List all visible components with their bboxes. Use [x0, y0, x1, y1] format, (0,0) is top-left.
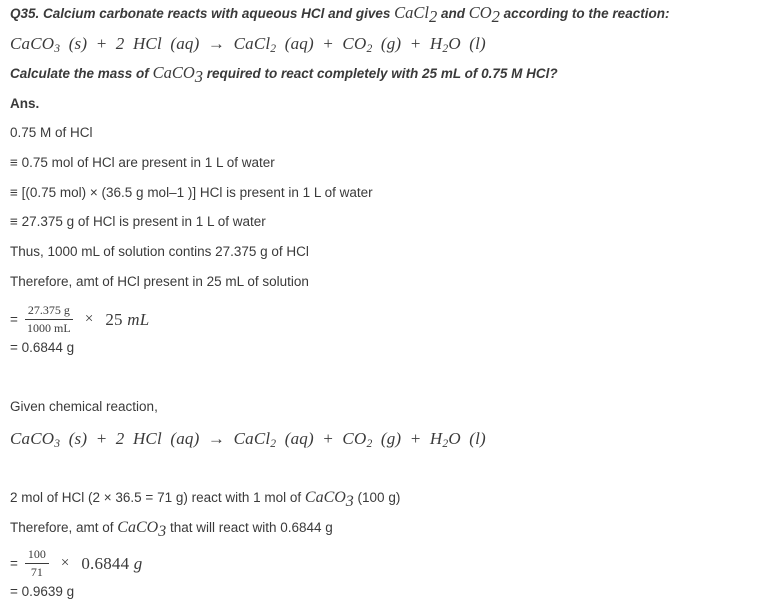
text-segment: CaCO: [152, 63, 195, 82]
text-segment: CaCl: [225, 34, 271, 53]
solution-line-thus: Thus, 1000 mL of solution contins 27.375 g of HCl: [10, 244, 309, 259]
multiply-sign: ×: [60, 555, 70, 571]
solution-line-mol-per-litre: ≡ 0.75 mol of HCl are present in 1 L of water: [10, 155, 275, 170]
text-segment: Therefore, amt of: [10, 520, 118, 535]
fraction-1-numerator: 27.375 g: [25, 303, 73, 320]
text-segment: (aq) + CO: [276, 429, 367, 448]
question-prompt: [10, 63, 752, 87]
text-segment: O (l): [448, 429, 486, 448]
text-segment: (g) + H: [372, 429, 443, 448]
text-segment: CaCO: [304, 489, 346, 506]
text-segment: (100 g): [353, 490, 401, 505]
result-hcl-mass: = 0.6844 g: [10, 340, 75, 355]
fraction-2-denominator: 71: [30, 565, 43, 579]
question-text: [10, 3, 752, 27]
text-segment: (s) + 2 HCl (aq): [60, 34, 208, 53]
text-segment: 25: [105, 309, 128, 329]
text-segment: CaCO: [10, 34, 55, 53]
subscript: 3: [194, 67, 203, 87]
text-segment: (s) + 2 HCl (aq): [60, 429, 208, 448]
fraction-1-multiplier: [105, 310, 149, 330]
subscript: 2: [491, 7, 500, 27]
text-segment: CaCl: [394, 3, 429, 22]
fraction-1: [25, 303, 73, 336]
fraction-2-multiplier: [81, 554, 142, 574]
text-segment: →: [207, 34, 226, 53]
text-segment: g: [133, 553, 143, 573]
text-segment: CO: [468, 3, 492, 22]
fraction-expression-2: [10, 547, 752, 580]
text-segment: (g) + H: [372, 34, 443, 53]
stoichiometry-line: [10, 489, 752, 510]
solution-line-grams-per-litre: ≡ 27.375 g of HCl is present in 1 L of water: [10, 214, 266, 229]
subscript: 3: [54, 436, 61, 450]
text-segment: according to the reaction:: [499, 6, 670, 21]
solution-line-therefore-hcl: Therefore, amt of HCl present in 25 mL of solution: [10, 274, 309, 289]
reaction-equation-2: [10, 427, 752, 451]
text-segment: O (l): [448, 34, 486, 53]
answer-label: Ans.: [10, 96, 40, 111]
text-segment: 2 mol of HCl (2 × 36.5 = 71 g) react with 1 mol of: [10, 490, 305, 505]
solution-line-mass-calc: ≡ [(0.75 mol) × (36.5 g mol–1 )] HCl is present in 1 L of water: [10, 185, 373, 200]
text-segment: Calculate the mass of: [10, 66, 153, 81]
text-segment: 0.6844: [81, 553, 134, 573]
subscript: 2: [366, 41, 373, 55]
text-segment: →: [207, 429, 226, 448]
text-segment: CaCO: [117, 519, 159, 536]
fraction-1-denominator: 1000 mL: [27, 321, 71, 335]
text-segment: required to react completely with 25 mL of 0.75 M HCl?: [203, 66, 558, 81]
result-caco3-mass: = 0.9639 g: [10, 584, 75, 599]
subscript: 3: [54, 41, 61, 55]
fraction-2-numerator: 100: [25, 547, 49, 564]
subscript: 2: [442, 436, 449, 450]
reaction-equation-1: [10, 32, 752, 56]
text-segment: Q35. Calcium carbonate reacts with aqueous HCl and gives: [10, 6, 395, 21]
therefore-caco3-line: [10, 519, 752, 540]
text-segment: that will react with 0.6844 g: [166, 520, 333, 535]
subscript: 2: [442, 41, 449, 55]
fraction-2: [25, 547, 49, 580]
fraction-expression-1: [10, 303, 752, 336]
subscript: 2: [270, 41, 277, 55]
text-segment: mL: [127, 309, 150, 329]
subscript: 3: [345, 493, 354, 510]
equals-sign: =: [10, 556, 18, 571]
text-segment: CaCl: [225, 429, 271, 448]
multiply-sign: ×: [84, 311, 94, 327]
text-segment: CaCO: [10, 429, 55, 448]
subscript: 3: [158, 523, 167, 540]
text-segment: (aq) + CO: [276, 34, 367, 53]
text-segment: and: [437, 6, 469, 21]
given-reaction-label: Given chemical reaction,: [10, 399, 158, 414]
subscript: 2: [366, 436, 373, 450]
subscript: 2: [270, 436, 277, 450]
solution-line-molarity: 0.75 M of HCl: [10, 125, 93, 140]
subscript: 2: [428, 7, 438, 27]
equals-sign: =: [10, 312, 18, 327]
